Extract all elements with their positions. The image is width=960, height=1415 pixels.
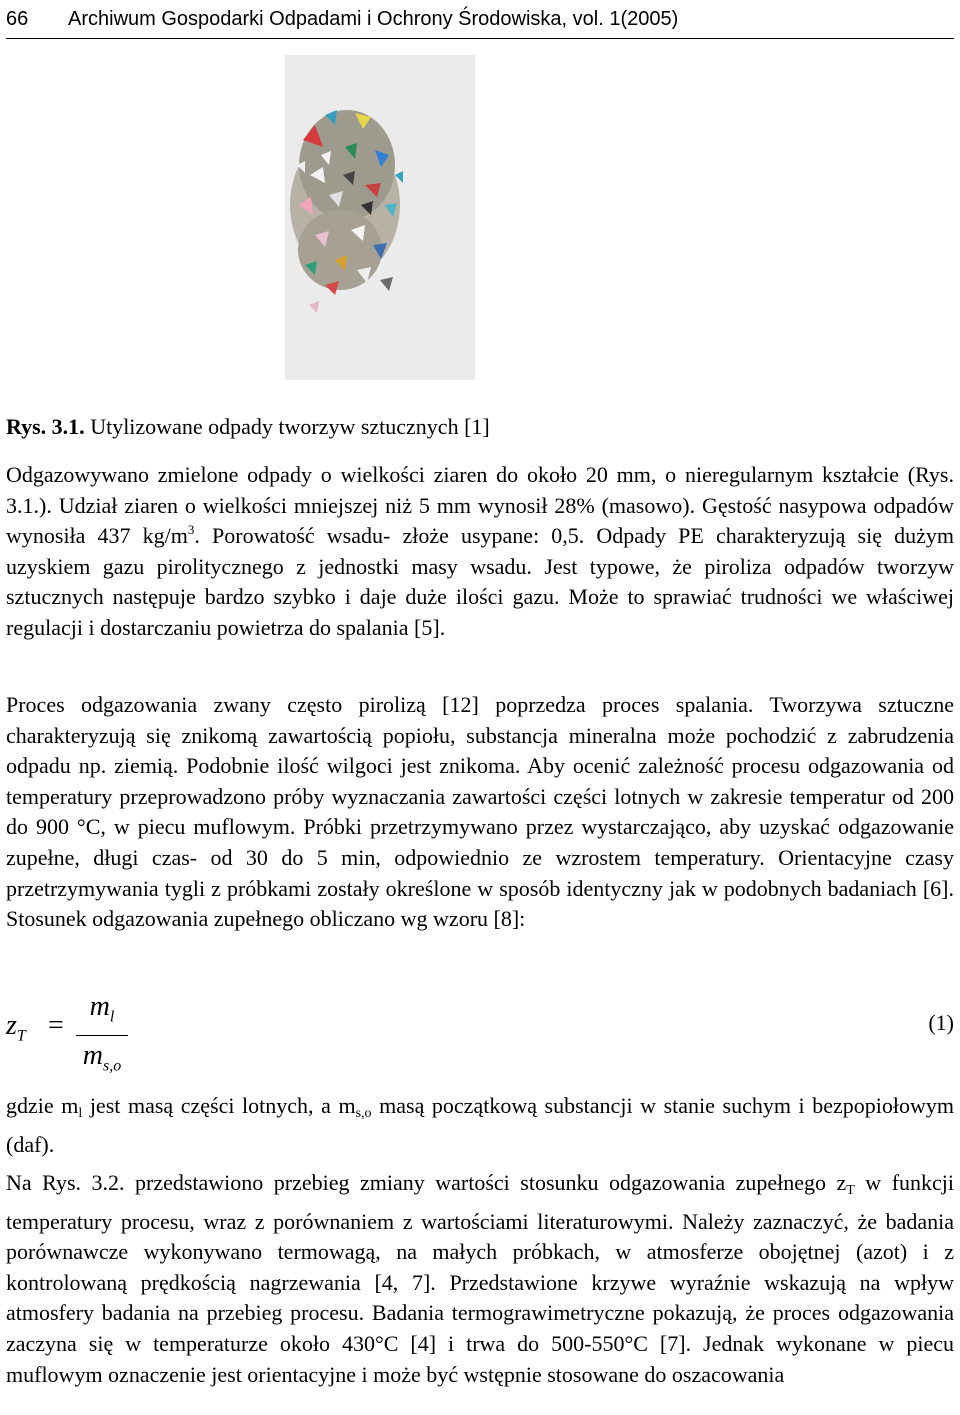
numerator-subscript: l <box>109 1008 115 1026</box>
paragraph-1-text-b: . Porowatość wsadu- złoże usypane: 0,5. Odpady PE charakteryzują się dużym uzyskiem gazu pirolitycznego z jednostki masy wsadu. Jest typowe, że piroliza odpadów tworzyw sztucznych następuje bardzo szybko i daje duże ilości gazu. Może to sprawiać trudności we właściwej regulacji i dostarczaniu powietrza do spalania [5]. <box>6 523 954 640</box>
paragraph-4 <box>6 1168 954 1390</box>
page-number: 66 <box>6 8 29 30</box>
subscript-l: l <box>78 1106 83 1121</box>
paragraph-3 <box>6 1091 954 1160</box>
denominator-symbol: m <box>82 1040 103 1072</box>
paragraph-4-text-a: Na Rys. 3.2. przedstawiono przebieg zmiany wartości stosunku odgazowania zupełnego z <box>6 1170 847 1195</box>
paragraph-1-text-a: Odgazowywano zmielone odpady o wielkości ziaren do około 20 mm, o nieregularnym kształcie (Rys. 3.1.). Udział ziaren o wielkości mniejszej niż 5 mm wynosił 28% (masowo). Gęstość nasypowa odpadów wynosiła 437 kg/m <box>6 462 954 549</box>
denominator-subscript: s,o <box>103 1057 122 1075</box>
equation-fraction <box>74 990 130 1087</box>
paragraph-4-text-b: w funkcji temperatury procesu, wraz z porównaniem z wartościami literaturowymi. Należy zaznaczyć, że badania porównawcze wykonywano termowagą, na małych próbkach, w atmosferze obojętnej (azot) i z kontrolowaną prędkością nagrzewania [4, 7]. Przedstawione krzywe wyraźnie wskazują na wpływ atmosfery badania na przebieg procesu. Badania termograwimetryczne pokazują, że proces odgazowania zaczyna się w temperaturze około 430°C [4] i trwa do 500-550°C [7]. Jednak wykonane w piecu muflowym oznaczenie jest orientacyjne i może być wstępnie stosowane do oszacowania <box>6 1170 955 1387</box>
equation-lhs-subscript: T <box>16 1027 26 1045</box>
journal-title: Archiwum Gospodarki Odpadami i Ochrony Środowiska, vol. 1(2005) <box>68 8 679 30</box>
equation-denominator <box>74 1036 130 1087</box>
paragraph-2: Proces odgazowania zwany często pirolizą [12] poprzedza proces spalania. Tworzywa sztuczne charakteryzują się znikomą zawartością popiołu, substancja mineralna może pochodzić z zabrudzenia odpadu np. ziemią. Podobnie ilość wilgoci jest znikoma. Aby ocenić zależność procesu odgazowania od temperatury przeprowadzono próby wyznaczania zawartości części lotnych w zakresie temperatur od 200 do 900 °C, w piecu muflowym. Próbki przetrzymywano przez wystarczająco, aby uzyskać odgazowanie zupełne, długi czas- od 30 do 5 min, odpowiednio ze wzrostem temperatury. Orientacyjne czasy przetrzymywania tygli z próbkami zostały określone w sposób identyczny jak w podobnych badaniach [6]. Stosunek odgazowania zupełnego obliczano wg wzoru [8]: <box>6 692 954 932</box>
figure-photo-plastic-waste <box>285 55 475 380</box>
paragraph-3-text-a: gdzie m <box>6 1093 79 1118</box>
paragraph-3-text-b: jest masą części lotnych, a m <box>82 1093 356 1118</box>
figure-caption-text: Utylizowane odpady tworzyw sztucznych [1] <box>84 414 490 439</box>
running-header <box>6 4 954 39</box>
equation-lhs-symbol: z <box>6 1010 17 1041</box>
superscript-3: 3 <box>187 522 195 538</box>
figure-label: Rys. 3.1. <box>6 414 85 439</box>
numerator-symbol: m <box>89 991 110 1022</box>
subscript-T: T <box>846 1183 855 1198</box>
equation-equals: = <box>48 1010 64 1041</box>
equation-numerator <box>74 990 130 1035</box>
subscript-so: s,o <box>355 1106 372 1121</box>
paragraph-3-text-c: masą początkową substancji w stanie suchym i bezpopiołowym (daf). <box>6 1093 954 1157</box>
figure-caption <box>6 412 954 442</box>
paragraph-1 <box>6 460 954 644</box>
equation-1 <box>6 990 954 1075</box>
equation-lhs <box>6 1010 26 1046</box>
equation-number: (1) <box>928 1010 954 1035</box>
